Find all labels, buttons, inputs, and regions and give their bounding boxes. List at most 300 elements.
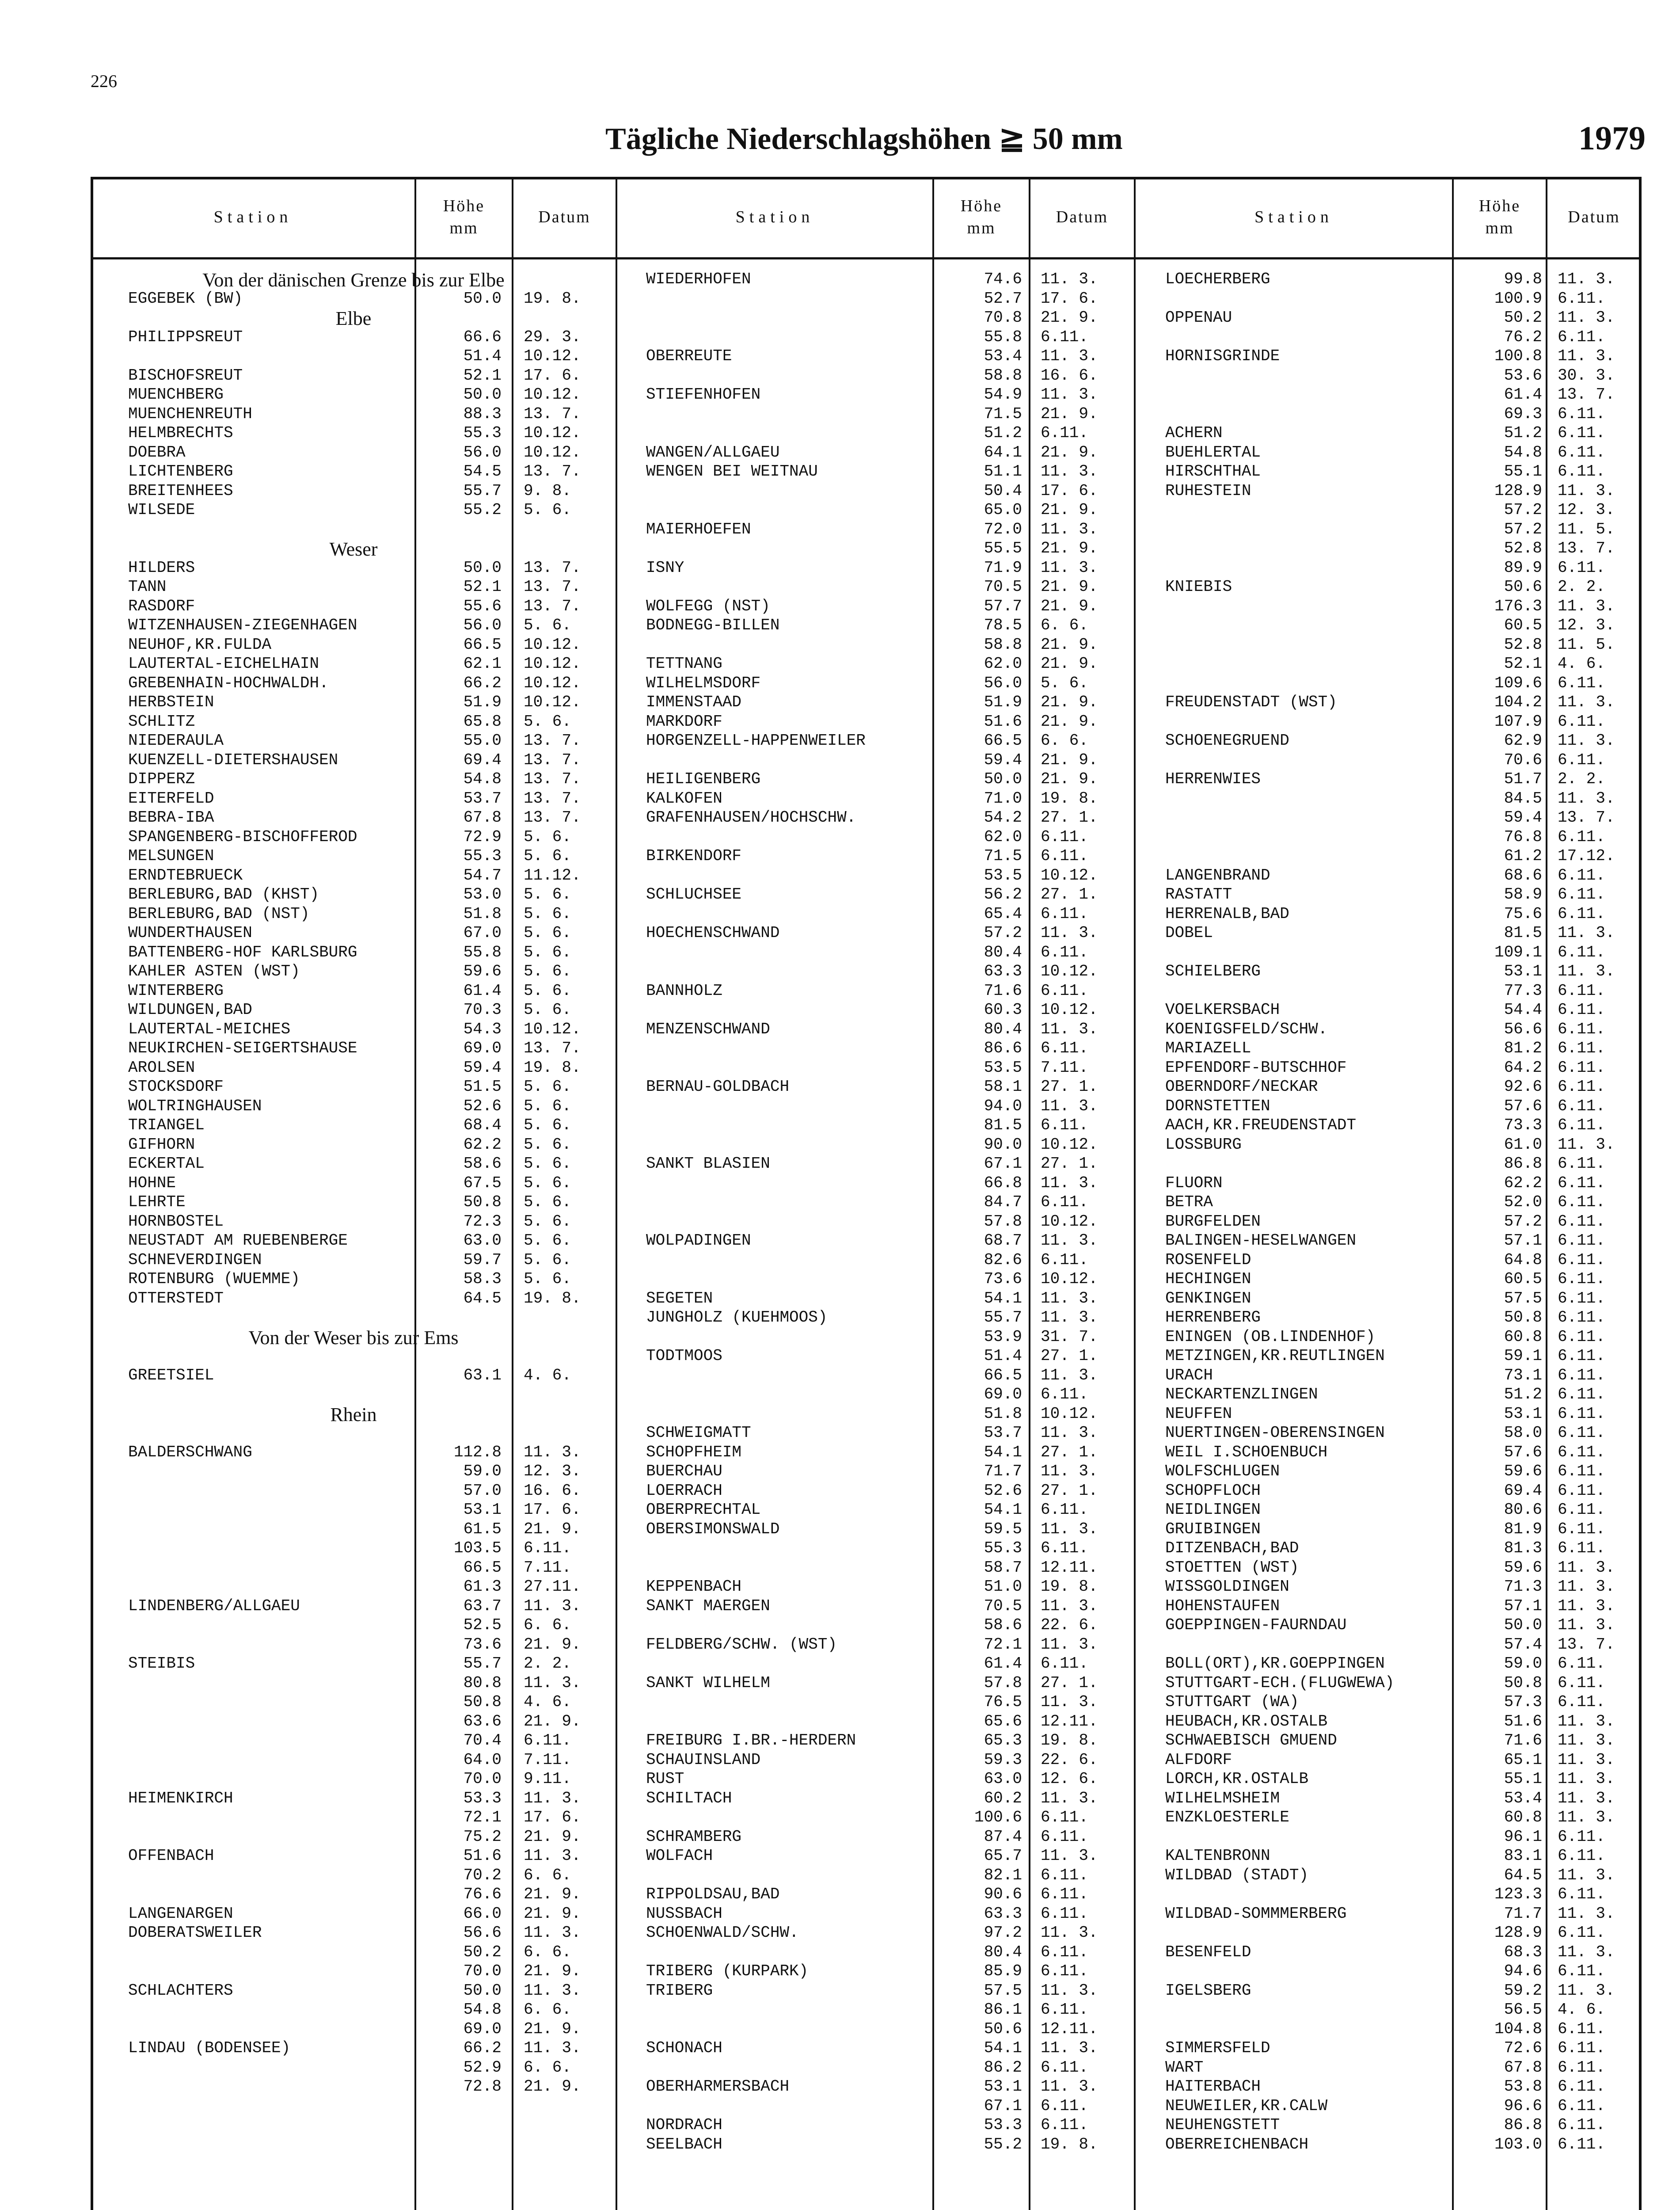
date-value: 21. 9. [1041,539,1098,557]
date-value: 6.11. [1558,424,1606,442]
precipitation-value: 54.1 [984,1443,1022,1461]
station-name: NEUWEILER,KR.CALW [1165,2096,1328,2115]
precipitation-value: 54.3 [463,1020,502,1038]
date-value: 10.12. [1041,1001,1098,1019]
precipitation-value: 51.6 [463,1847,502,1865]
precipitation-value: 82.1 [984,1866,1022,1884]
station-name: NEUHENGSTETT [1165,2116,1280,2134]
date-value: 11. 3. [1041,1308,1098,1326]
precipitation-value: 57.4 [1504,1635,1542,1654]
station-name: RASDORF [128,597,195,615]
section-title: Von der Weser bis zur Ems [248,1326,459,1349]
precipitation-value: 58.1 [984,1078,1022,1096]
header-hoehe: Höhe mm [960,197,1003,237]
station-name: TODTMOOS [646,1347,722,1365]
date-value: 11. 3. [1041,558,1098,577]
precipitation-value: 62.0 [984,655,1022,673]
date-value: 17.12. [1558,847,1615,865]
station-name: DOBERATSWEILER [128,1924,262,1942]
station-name: GRAFENHAUSEN/HOCHSCHW. [646,808,856,827]
station-name: RUHESTEIN [1165,481,1251,500]
station-name: SCHOPFLOCH [1165,1481,1261,1500]
date-value: 6.11. [1041,2058,1089,2077]
date-value: 17. 6. [524,1808,581,1826]
precipitation-value: 53.5 [984,866,1022,884]
date-value: 4. 6. [1558,2000,1606,2019]
date-value: 6.11. [1558,1058,1606,1077]
station-name: URACH [1165,1366,1213,1384]
date-value: 29. 3. [524,328,581,346]
date-value: 7.11. [524,1750,572,1769]
date-value: 6.11. [1041,2116,1089,2134]
date-value: 21. 9. [1041,404,1098,423]
precipitation-value: 92.6 [1504,1078,1542,1096]
date-value: 5. 6. [524,847,572,865]
date-value: 6.11. [1558,866,1606,884]
precipitation-value: 55.8 [984,328,1022,346]
station-name: WINTERBERG [128,981,224,1000]
station-name: SCHWEIGMATT [646,1424,751,1442]
precipitation-value: 57.2 [1504,520,1542,538]
date-value: 11. 3. [1558,481,1615,500]
date-value: 21. 9. [524,1635,581,1654]
station-name: RUST [646,1770,684,1788]
precipitation-value: 50.8 [463,1693,502,1711]
date-value: 19. 8. [1041,789,1098,808]
station-name: SANKT MAERGEN [646,1597,770,1615]
precipitation-value: 61.0 [1504,1135,1542,1154]
table-frame [91,177,1642,2210]
station-name: FREUDENSTADT (WST) [1165,693,1337,711]
station-name: DOBEL [1165,924,1213,942]
station-name: HERRENALB,BAD [1165,904,1289,923]
station-name: SCHNEVERDINGEN [128,1250,262,1269]
station-name: KOENIGSFELD/SCHW. [1165,1020,1328,1038]
date-value: 11. 3. [1041,1789,1098,1807]
precipitation-value: 55.3 [984,1539,1022,1557]
section-title: Elbe [335,308,372,329]
station-name: JUNGHOLZ (KUEHMOOS) [646,1308,828,1326]
precipitation-value: 84.5 [1504,789,1542,808]
date-value: 6.11. [1558,943,1606,961]
date-value: 10.12. [1041,962,1098,980]
precipitation-value: 71.5 [984,404,1022,423]
date-value: 11. 3. [1041,1424,1098,1442]
date-value: 6.11. [1558,1539,1606,1557]
date-value: 6.11. [1041,1039,1089,1057]
precipitation-value: 57.7 [984,597,1022,615]
date-value: 11. 3. [1041,1289,1098,1307]
precipitation-value: 69.0 [463,2019,502,2038]
precipitation-value: 72.3 [463,1212,502,1231]
date-value: 11. 3. [1041,1924,1098,1942]
precipitation-value: 100.6 [974,1808,1022,1826]
precipitation-value: 52.9 [463,2058,502,2077]
precipitation-value: 90.6 [984,1885,1022,1903]
date-value: 6.11. [1041,2000,1089,2019]
date-value: 7.11. [1041,1058,1089,1077]
station-name: AACH,KR.FREUDENSTADT [1165,1116,1357,1134]
date-value: 6.11. [1041,981,1089,1000]
precipitation-value: 128.9 [1494,1924,1542,1942]
precipitation-value: 59.4 [463,1058,502,1077]
page-year: 1979 [1578,120,1646,157]
page-number: 226 [91,71,117,91]
precipitation-value: 60.5 [1504,1270,1542,1288]
precipitation-value: 60.8 [1504,1327,1542,1346]
date-value: 11.12. [524,866,581,884]
precipitation-value: 66.6 [463,328,502,346]
station-name: MUENCHENREUTH [128,404,252,423]
precipitation-value: 53.3 [463,1789,502,1807]
date-value: 13. 7. [524,770,581,788]
date-value: 21. 9. [1041,501,1098,519]
precipitation-value: 52.8 [1504,635,1542,654]
date-value: 27.11. [524,1577,581,1596]
station-name: SCHONACH [646,2039,722,2057]
date-value: 6.11. [1041,1385,1089,1403]
station-name: BALINGEN-HESELWANGEN [1165,1231,1357,1250]
precipitation-value: 63.3 [984,962,1022,980]
precipitation-value: 50.0 [463,558,502,577]
date-value: 21. 9. [1041,597,1098,615]
precipitation-value: 57.1 [1504,1231,1542,1250]
station-name: AROLSEN [128,1058,195,1077]
station-name: STIEFENHOFEN [646,385,761,404]
date-value: 6.11. [1558,1174,1606,1192]
date-value: 6. 6. [524,2058,572,2077]
precipitation-value: 76.8 [1504,827,1542,846]
precipitation-value: 56.2 [984,885,1022,903]
date-value: 6.11. [1041,847,1089,865]
date-value: 6.11. [524,1731,572,1749]
precipitation-value: 81.9 [1504,1520,1542,1538]
precipitation-value: 54.1 [984,1289,1022,1307]
date-value: 21. 9. [1041,578,1098,596]
precipitation-value: 70.0 [463,1962,502,1980]
station-name: ROTENBURG (WUEMME) [128,1270,300,1288]
station-name: TRIBERG (KURPARK) [646,1962,809,1980]
precipitation-value: 50.0 [463,1981,502,2000]
date-value: 6.11. [1558,1001,1606,1019]
date-value: 6.11. [1558,1424,1606,1442]
date-value: 6.11. [1041,1501,1089,1519]
station-name: NEUFFEN [1165,1404,1232,1423]
date-value: 5. 6. [524,1193,572,1211]
precipitation-value: 70.3 [463,1001,502,1019]
date-value: 6.11. [1558,1654,1606,1673]
precipitation-value: 51.2 [984,424,1022,442]
station-name: BOLL(ORT),KR.GOEPPINGEN [1165,1654,1385,1673]
station-name: BEBRA-IBA [128,808,214,827]
precipitation-value: 50.8 [463,1193,502,1211]
date-value: 27. 1. [1041,1481,1098,1500]
precipitation-value: 60.2 [984,1789,1022,1807]
station-name: HORGENZELL-HAPPENWEILER [646,732,866,750]
station-name: NUSSBACH [646,1904,722,1923]
date-value: 21. 9. [1041,712,1098,731]
precipitation-value: 89.9 [1504,558,1542,577]
date-value: 13. 7. [524,462,581,480]
date-value: 6.11. [1558,1347,1606,1365]
station-name: WOLFSCHLUGEN [1165,1462,1280,1480]
date-value: 11. 3. [1558,1712,1615,1730]
station-name: WILSEDE [128,501,195,519]
station-name: RASTATT [1165,885,1232,903]
station-name: WILDBAD-SOMMMERBERG [1165,1904,1347,1923]
date-value: 11. 3. [524,1673,581,1692]
date-value: 13. 7. [524,751,581,769]
date-value: 9. 8. [524,481,572,500]
date-value: 6.11. [1041,1962,1089,1980]
station-name: SCHLACHTERS [128,1981,233,2000]
precipitation-value: 74.6 [984,270,1022,288]
date-value: 11. 3. [1041,2039,1098,2057]
precipitation-value: 53.0 [463,885,502,903]
date-value: 11. 3. [1558,1135,1615,1154]
header-datum: Datum [538,208,591,226]
station-name: NEUKIRCHEN-SEIGERTSHAUSE [128,1039,357,1057]
date-value: 2. 2. [1558,770,1606,788]
date-value: 10.12. [524,655,581,673]
date-value: 12.11. [1041,1712,1098,1730]
station-name: OBERPRECHTAL [646,1501,761,1519]
station-name: SCHOENEGRUEND [1165,732,1289,750]
precipitation-value: 72.9 [463,827,502,846]
precipitation-value: 63.0 [984,1770,1022,1788]
date-value: 21. 9. [1041,751,1098,769]
precipitation-value: 63.1 [463,1366,502,1384]
date-value: 6.11. [1558,1673,1606,1692]
station-name: LANGENARGEN [128,1904,233,1923]
precipitation-value: 55.0 [463,732,502,750]
date-value: 4. 6. [524,1366,572,1384]
station-name: STOETTEN (WST) [1165,1558,1299,1577]
station-name: HERBSTEIN [128,693,214,711]
column-divider [932,177,934,2210]
date-value: 6.11. [1558,443,1606,461]
station-name: LINDAU (BODENSEE) [128,2039,291,2057]
station-name: KALKOFEN [646,789,722,808]
precipitation-value: 65.1 [1504,1750,1542,1769]
precipitation-value: 67.1 [984,2096,1022,2115]
precipitation-value: 57.2 [1504,1212,1542,1231]
precipitation-value: 61.5 [463,1520,502,1538]
section-title: Weser [329,538,378,560]
precipitation-value: 70.8 [984,309,1022,327]
precipitation-value: 50.6 [984,2019,1022,2038]
station-name: HORNBOSTEL [128,1212,224,1231]
date-value: 11. 3. [1041,924,1098,942]
precipitation-value: 63.0 [463,1231,502,1250]
date-value: 6.11. [1041,827,1089,846]
date-value: 11. 3. [1558,1558,1615,1577]
date-value: 19. 8. [524,289,581,308]
precipitation-value: 59.0 [463,1462,502,1480]
precipitation-value: 51.6 [1504,1712,1542,1730]
header-hoehe: Höhe mm [1479,197,1521,237]
date-value: 4. 6. [524,1693,572,1711]
precipitation-value: 53.9 [984,1327,1022,1346]
date-value: 6.11. [524,1539,572,1557]
station-name: HIRSCHTHAL [1165,462,1261,480]
precipitation-value: 71.9 [984,558,1022,577]
date-value: 13. 7. [524,404,581,423]
date-value: 11. 3. [1558,1904,1615,1923]
station-name: TRIBERG [646,1981,713,2000]
date-value: 6.11. [1558,1366,1606,1384]
precipitation-value: 65.8 [463,712,502,731]
precipitation-value: 66.5 [984,732,1022,750]
date-value: 17. 6. [524,1501,581,1519]
precipitation-value: 62.2 [1504,1174,1542,1192]
precipitation-value: 51.2 [1504,424,1542,442]
precipitation-value: 69.3 [1504,404,1542,423]
precipitation-value: 72.1 [984,1635,1022,1654]
date-value: 13. 7. [524,578,581,596]
date-value: 27. 1. [1041,808,1098,827]
date-value: 10.12. [524,385,581,404]
precipitation-value: 72.6 [1504,2039,1542,2057]
precipitation-value: 61.3 [463,1577,502,1596]
precipitation-value: 70.6 [1504,751,1542,769]
date-value: 5. 6. [524,1078,572,1096]
precipitation-value: 52.0 [1504,1193,1542,1211]
date-value: 5. 6. [524,962,572,980]
date-value: 11. 3. [1041,1597,1098,1615]
station-name: TANN [128,578,167,596]
precipitation-value: 59.6 [463,962,502,980]
date-value: 11. 3. [1558,597,1615,615]
precipitation-value: 55.1 [1504,462,1542,480]
precipitation-value: 57.6 [1504,1443,1542,1461]
date-value: 11. 3. [1041,347,1098,365]
date-value: 12.11. [1041,1558,1098,1577]
precipitation-value: 90.0 [984,1135,1022,1154]
station-name: BURGFELDEN [1165,1212,1261,1231]
precipitation-value: 50.2 [1504,309,1542,327]
date-value: 6.11. [1558,674,1606,692]
station-name: LINDENBERG/ALLGAEU [128,1597,300,1615]
precipitation-value: 94.6 [1504,1962,1542,1980]
date-value: 2. 2. [1558,578,1606,596]
date-value: 5. 6. [524,712,572,731]
station-name: FREIBURG I.BR.-HERDERN [646,1731,856,1749]
station-name: BATTENBERG-HOF KARLSBURG [128,943,357,961]
station-name: OBERHARMERSBACH [646,2077,790,2096]
date-value: 11. 3. [1041,1366,1098,1384]
station-name: STUTTGART (WA) [1165,1693,1299,1711]
date-value: 11. 3. [1558,347,1615,365]
station-name: GRUIBINGEN [1165,1520,1261,1538]
station-name: BODNEGG-BILLEN [646,616,780,634]
date-value: 6. 6. [524,2000,572,2019]
precipitation-value: 66.5 [984,1366,1022,1384]
station-name: FLUORN [1165,1174,1223,1192]
date-value: 6.11. [1041,1808,1089,1826]
date-value: 6.11. [1558,2077,1606,2096]
date-value: 6.11. [1558,1693,1606,1711]
precipitation-value: 68.7 [984,1231,1022,1250]
precipitation-value: 54.8 [463,2000,502,2019]
date-value: 6.11. [1558,1212,1606,1231]
section-title: Rhein [330,1403,377,1425]
date-value: 17. 6. [1041,481,1098,500]
precipitation-value: 50.6 [1504,578,1542,596]
date-value: 5. 6. [524,1174,572,1192]
date-value: 13. 7. [524,808,581,827]
precipitation-value: 52.6 [463,1097,502,1115]
station-name: BUERCHAU [646,1462,722,1480]
date-value: 5. 6. [524,885,572,903]
date-value: 12. 6. [1041,1770,1098,1788]
date-value: 12. 3. [1558,616,1615,634]
date-value: 21. 9. [524,2077,581,2096]
date-value: 11. 3. [1558,1616,1615,1634]
date-value: 13. 7. [524,597,581,615]
station-name: HEILIGENBERG [646,770,761,788]
station-name: OBERREICHENBACH [1165,2135,1309,2153]
precipitation-value: 51.8 [984,1404,1022,1423]
precipitation-value: 88.3 [463,404,502,423]
precipitation-value: 52.1 [1504,655,1542,673]
precipitation-value: 58.9 [1504,885,1542,903]
precipitation-value: 60.5 [1504,616,1542,634]
station-name: WILDBAD (STADT) [1165,1866,1309,1884]
station-name: DITZENBACH,BAD [1165,1539,1299,1557]
date-value: 11. 3. [524,1597,581,1615]
precipitation-value: 69.0 [463,1039,502,1057]
date-value: 7.11. [524,1558,572,1577]
date-value: 27. 1. [1041,1078,1098,1096]
date-value: 11. 3. [524,1443,581,1461]
precipitation-value: 51.9 [984,693,1022,711]
precipitation-value: 67.8 [1504,2058,1542,2077]
column-divider [1546,177,1547,2210]
date-value: 6.11. [1558,2039,1606,2057]
precipitation-value: 59.5 [984,1520,1022,1538]
precipitation-value: 50.0 [463,289,502,308]
date-value: 10.12. [524,347,581,365]
precipitation-value: 123.3 [1494,1885,1542,1903]
date-value: 30. 3. [1558,366,1615,385]
station-name: HORNISGRINDE [1165,347,1280,365]
date-value: 19. 8. [1041,2135,1098,2153]
precipitation-value: 65.0 [984,501,1022,519]
date-value: 27. 1. [1041,1347,1098,1365]
precipitation-value: 81.5 [984,1116,1022,1134]
station-name: HILDERS [128,558,195,577]
precipitation-value: 71.5 [984,847,1022,865]
station-name: BESENFELD [1165,1943,1251,1961]
precipitation-value: 71.7 [984,1462,1022,1480]
precipitation-value: 50.0 [463,385,502,404]
precipitation-value: 66.2 [463,2039,502,2057]
date-value: 10.12. [1041,1135,1098,1154]
precipitation-value: 50.2 [463,1943,502,1961]
date-value: 10.12. [524,635,581,654]
date-value: 6.11. [1041,424,1089,442]
date-value: 6.11. [1558,1962,1606,1980]
date-value: 11. 3. [1041,385,1098,404]
date-value: 6.11. [1041,328,1089,346]
precipitation-value: 50.8 [1504,1673,1542,1692]
date-value: 6.11. [1041,2096,1089,2115]
station-name: MUENCHBERG [128,385,224,404]
date-value: 21. 9. [1041,635,1098,654]
date-value: 11. 3. [1558,962,1615,980]
date-value: 11. 3. [1041,270,1098,288]
